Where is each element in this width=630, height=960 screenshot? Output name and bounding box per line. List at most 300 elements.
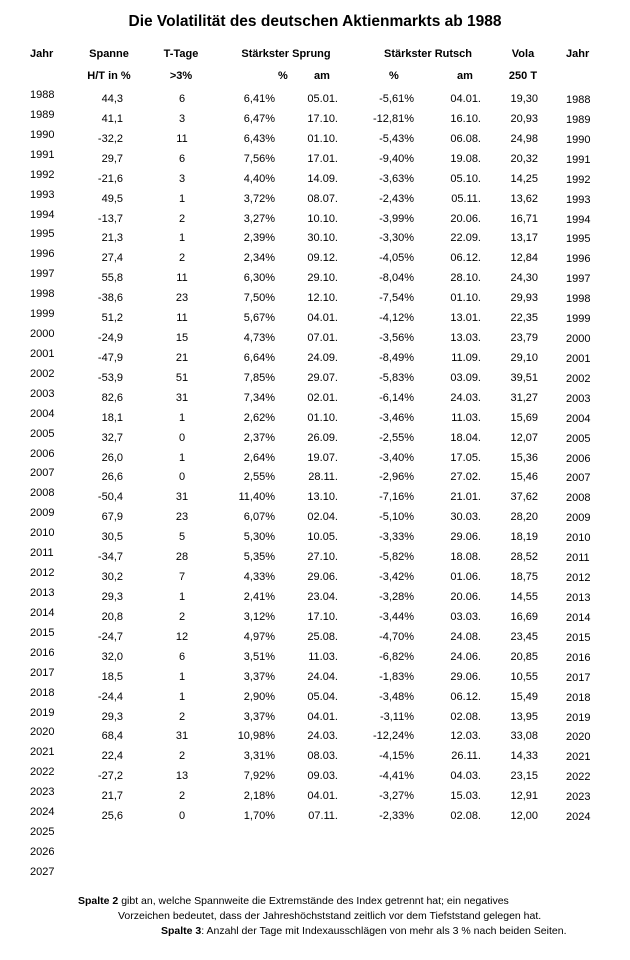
cell-rutsch-percent: -4,70% [379, 630, 414, 643]
table-row [0, 348, 630, 368]
cell-rutsch-date: 19.08. [450, 152, 481, 165]
cell-vola: 15,69 [510, 411, 538, 424]
table-row [0, 209, 630, 229]
cell-year: 1988 [30, 89, 55, 101]
cell-rutsch-percent: -12,24% [373, 730, 414, 743]
cell-vola: 15,36 [510, 451, 538, 464]
cell-spanne: 68,4 [101, 730, 123, 743]
cell-rutsch-date: 06.12. [450, 252, 481, 265]
cell-t-tage: 1 [178, 591, 186, 603]
cell-sprung-percent: 2,64% [243, 451, 275, 464]
cell-sprung-date: 29.10. [307, 272, 338, 285]
cell-rutsch-date: 29.06. [450, 531, 481, 544]
cell-vola: 12,84 [510, 252, 538, 265]
cell-year: 2025 [30, 826, 55, 839]
cell-vola: 16,71 [510, 212, 538, 225]
cell-t-tage: 23 [175, 292, 189, 305]
cell-rutsch-percent: -3,46% [379, 411, 414, 424]
cell-sprung-date: 24.04. [307, 670, 338, 683]
table-row [0, 627, 630, 647]
cell-sprung-date: 29.06. [307, 571, 338, 584]
table-row [0, 687, 630, 707]
cell-rutsch-date: 24.03. [450, 391, 481, 404]
cell-sprung-percent: 3,72% [243, 192, 275, 205]
cell-year: 2005 [30, 427, 55, 440]
cell-spanne: -34,7 [97, 551, 123, 564]
cell-sprung-date: 26.09. [307, 431, 338, 444]
cell-rutsch-percent: -7,54% [379, 292, 414, 305]
cell-year-right: 2004 [566, 412, 591, 425]
cell-sprung-date: 12.10. [307, 292, 338, 305]
header-spanne: Spanne [89, 48, 129, 60]
cell-sprung-date: 19.07. [307, 451, 338, 464]
cell-rutsch-date: 17.05. [450, 451, 481, 464]
cell-sprung-percent: 3,37% [243, 670, 275, 683]
cell-vola: 20,93 [510, 112, 538, 125]
cell-sprung-percent: 6,47% [243, 112, 275, 125]
cell-t-tage: 12 [175, 630, 189, 643]
cell-rutsch-percent: -3,28% [379, 591, 414, 603]
cell-sprung-percent: 10,98% [237, 730, 275, 743]
cell-rutsch-date: 05.10. [450, 172, 481, 185]
cell-rutsch-percent: -2,33% [379, 810, 414, 823]
header-staerkster-sprung: Stärkster Sprung [241, 48, 331, 60]
cell-year-right: 1990 [566, 133, 591, 146]
cell-year: 2020 [30, 726, 55, 739]
table-row [0, 408, 630, 428]
cell-spanne: 30,5 [101, 531, 123, 544]
table-row [0, 149, 630, 169]
cell-rutsch-percent: -3,42% [379, 571, 414, 584]
table-row [0, 487, 630, 507]
cell-sprung-date: 25.08. [307, 630, 338, 643]
cell-spanne: 30,2 [101, 571, 123, 584]
table-row [0, 467, 630, 487]
table-row [0, 189, 630, 209]
cell-year-right: 1997 [566, 273, 591, 286]
cell-vola: 20,32 [510, 152, 538, 165]
cell-t-tage: 51 [175, 371, 189, 384]
header-vola: Vola [511, 48, 535, 60]
cell-year: 1990 [30, 128, 55, 141]
cell-sprung-date: 11.03. [308, 650, 338, 663]
header-sprung-percent: % [278, 70, 288, 82]
header-t-tage-sub: >3% [169, 70, 193, 82]
cell-t-tage: 2 [178, 750, 186, 763]
cell-rutsch-date: 05.11. [451, 192, 481, 205]
table-row [0, 169, 630, 189]
cell-year-right: 2005 [566, 432, 591, 445]
cell-sprung-percent: 3,12% [243, 610, 275, 623]
cell-sprung-date: 24.09. [307, 351, 338, 364]
cell-sprung-percent: 7,34% [243, 391, 275, 404]
cell-rutsch-percent: -3,33% [379, 531, 414, 544]
cell-vola: 23,79 [510, 332, 538, 345]
cell-sprung-percent: 1,70% [243, 810, 275, 823]
cell-spanne: 82,6 [101, 391, 123, 404]
table-row [0, 647, 630, 667]
cell-spanne: -50,4 [97, 491, 123, 504]
cell-rutsch-percent: -5,10% [379, 511, 414, 524]
footnote-spalte-2: Spalte 2 [78, 895, 119, 907]
table-row [0, 527, 630, 547]
cell-year-right: 2020 [566, 731, 591, 744]
cell-spanne: 22,4 [101, 750, 123, 763]
cell-sprung-percent: 2,34% [243, 252, 275, 265]
cell-sprung-percent: 2,37% [243, 431, 275, 444]
cell-rutsch-date: 20.06. [450, 591, 481, 603]
cell-spanne: 49,5 [101, 192, 123, 205]
cell-vola: 23,15 [510, 770, 538, 783]
cell-sprung-percent: 2,41% [243, 591, 275, 603]
cell-sprung-percent: 3,31% [243, 750, 275, 763]
cell-year-right: 2011 [566, 552, 590, 565]
cell-sprung-percent: 7,92% [243, 770, 275, 783]
cell-rutsch-percent: -1,83% [379, 670, 414, 683]
cell-year: 2026 [30, 845, 55, 858]
cell-vola: 10,55 [510, 670, 538, 683]
cell-t-tage: 23 [175, 511, 189, 524]
cell-rutsch-percent: -9,40% [379, 152, 414, 165]
cell-sprung-date: 29.07. [307, 371, 338, 384]
cell-rutsch-percent: -5,83% [379, 371, 414, 384]
cell-year: 1997 [30, 268, 55, 281]
cell-vola: 24,98 [510, 132, 538, 145]
cell-spanne: 26,0 [101, 451, 123, 464]
table-row [0, 746, 630, 766]
cell-sprung-date: 05.01. [307, 93, 338, 105]
cell-spanne: 44,3 [101, 93, 123, 105]
cell-vola: 24,30 [510, 272, 538, 285]
cell-sprung-date: 07.11. [308, 810, 338, 823]
cell-rutsch-percent: -12,81% [373, 112, 414, 125]
cell-spanne: -32,2 [97, 132, 123, 145]
cell-year-right: 2016 [566, 651, 591, 664]
cell-vola: 15,46 [510, 471, 538, 484]
cell-sprung-date: 01.10. [307, 132, 338, 145]
cell-spanne: -38,6 [97, 292, 123, 305]
cell-rutsch-date: 29.06. [450, 670, 481, 683]
cell-year-right: 1992 [566, 173, 591, 186]
cell-year-right: 2024 [566, 811, 591, 824]
cell-year-right: 1993 [566, 193, 591, 206]
cell-rutsch-date: 28.10. [450, 272, 481, 285]
cell-sprung-percent: 3,27% [243, 212, 275, 225]
table-row [0, 109, 630, 129]
cell-vola: 12,07 [510, 431, 538, 444]
cell-t-tage: 2 [178, 252, 186, 265]
cell-year-right: 1988 [566, 94, 591, 106]
cell-spanne: 29,3 [101, 710, 123, 723]
cell-rutsch-date: 18.08. [450, 551, 481, 564]
table-row [0, 726, 630, 746]
cell-rutsch-date: 12.03. [450, 730, 481, 743]
cell-rutsch-date: 21.01. [450, 491, 481, 504]
cell-rutsch-percent: -4,15% [379, 750, 414, 763]
cell-t-tage: 6 [178, 93, 186, 105]
cell-rutsch-percent: -7,16% [379, 491, 414, 504]
cell-rutsch-percent: -2,96% [379, 471, 414, 484]
cell-year: 2004 [30, 407, 55, 420]
cell-rutsch-percent: -5,43% [379, 132, 414, 145]
cell-t-tage: 1 [178, 451, 186, 464]
cell-year: 2011 [30, 547, 54, 560]
cell-rutsch-percent: -4,41% [379, 770, 414, 783]
cell-spanne: 51,2 [101, 312, 123, 325]
cell-sprung-date: 13.10. [307, 491, 338, 504]
cell-t-tage: 11 [176, 132, 188, 145]
cell-year: 2002 [30, 367, 55, 380]
cell-rutsch-percent: -3,40% [379, 451, 414, 464]
cell-sprung-date: 17.01. [307, 152, 338, 165]
cell-year-right: 2007 [566, 472, 591, 485]
cell-year: 2023 [30, 786, 55, 799]
cell-sprung-date: 08.03. [307, 750, 338, 763]
cell-sprung-percent: 2,90% [243, 690, 275, 703]
cell-sprung-date: 30.10. [307, 232, 338, 245]
table-row [0, 368, 630, 388]
cell-year-right: 2000 [566, 333, 591, 346]
cell-rutsch-date: 03.09. [450, 371, 481, 384]
cell-year-right: 1998 [566, 293, 591, 306]
cell-t-tage: 3 [178, 112, 186, 125]
cell-year-right: 2003 [566, 392, 591, 405]
cell-year: 2003 [30, 387, 55, 400]
cell-year: 2019 [30, 706, 55, 719]
table-row [0, 766, 630, 786]
cell-rutsch-percent: -3,30% [379, 232, 414, 245]
cell-rutsch-date: 27.02. [450, 471, 481, 484]
cell-t-tage: 6 [178, 650, 186, 663]
cell-sprung-percent: 4,97% [243, 630, 275, 643]
cell-sprung-date: 09.12. [307, 252, 338, 265]
header-jahr: Jahr [30, 48, 54, 60]
cell-sprung-percent: 6,30% [243, 272, 275, 285]
cell-rutsch-date: 22.09. [450, 232, 481, 245]
cell-spanne: 29,3 [101, 591, 123, 603]
cell-spanne: 18,5 [101, 670, 123, 683]
cell-vola: 19,30 [510, 93, 538, 105]
cell-year: 2000 [30, 328, 55, 341]
cell-t-tage: 7 [178, 571, 186, 584]
cell-year-right: 2019 [566, 711, 591, 724]
cell-year-right: 2008 [566, 492, 591, 505]
cell-rutsch-date: 20.06. [450, 212, 481, 225]
cell-t-tage: 1 [178, 192, 186, 205]
cell-rutsch-date: 04.03. [450, 770, 481, 783]
cell-sprung-percent: 7,85% [243, 371, 275, 384]
cell-sprung-percent: 6,64% [243, 351, 275, 364]
cell-t-tage: 31 [175, 730, 189, 743]
cell-sprung-percent: 5,30% [243, 531, 275, 544]
cell-year: 2008 [30, 487, 55, 500]
cell-rutsch-percent: -5,82% [379, 551, 414, 564]
cell-year-right: 1995 [566, 233, 591, 246]
cell-spanne: -24,4 [97, 690, 123, 703]
cell-t-tage: 2 [178, 610, 186, 623]
cell-vola: 31,27 [510, 391, 538, 404]
table-row [0, 328, 630, 348]
cell-t-tage: 1 [178, 670, 186, 683]
table-row [0, 567, 630, 587]
cell-year-right: 2015 [566, 631, 591, 644]
cell-sprung-percent: 4,40% [243, 172, 275, 185]
cell-sprung-date: 08.07. [307, 192, 338, 205]
cell-spanne: 27,4 [101, 252, 123, 265]
cell-year: 2017 [30, 666, 55, 679]
header-vola-sub: 250 T [508, 70, 538, 82]
cell-year-right: 2010 [566, 532, 591, 545]
cell-spanne: 26,6 [101, 471, 123, 484]
table-row [0, 288, 630, 308]
cell-rutsch-percent: -6,14% [379, 391, 414, 404]
cell-rutsch-percent: -3,27% [379, 790, 414, 803]
table-row [0, 129, 630, 149]
cell-sprung-date: 01.10. [307, 411, 338, 424]
cell-t-tage: 0 [178, 471, 186, 484]
cell-sprung-percent: 3,51% [243, 650, 275, 663]
cell-year: 1989 [30, 108, 55, 121]
cell-rutsch-percent: -4,12% [379, 312, 414, 325]
cell-sprung-date: 07.01. [307, 332, 338, 345]
cell-rutsch-percent: -4,05% [379, 252, 414, 265]
cell-rutsch-percent: -8,49% [379, 351, 414, 364]
cell-spanne: 20,8 [101, 610, 123, 623]
cell-sprung-date: 09.03. [307, 770, 338, 783]
cell-rutsch-percent: -8,04% [379, 272, 414, 285]
footnote-line-1 [78, 895, 509, 907]
cell-year: 2014 [30, 606, 55, 619]
cell-spanne: 32,7 [101, 431, 123, 444]
footnote-line-3 [161, 925, 566, 937]
cell-year: 2022 [30, 766, 55, 779]
cell-spanne: -27,2 [97, 770, 123, 783]
cell-t-tage: 28 [175, 551, 189, 564]
cell-sprung-date: 04.01. [307, 790, 338, 803]
footnote-line-1-text: gibt an, welche Spannweite die Extremstände des Index getrennt hat; ein negatives [118, 895, 509, 907]
table-row [0, 866, 630, 886]
cell-vola: 28,52 [510, 551, 538, 564]
cell-vola: 18,75 [510, 571, 538, 584]
cell-year: 2027 [30, 865, 55, 878]
cell-sprung-date: 24.03. [307, 730, 338, 743]
cell-vola: 14,25 [510, 172, 538, 185]
cell-sprung-date: 02.04. [307, 511, 338, 524]
cell-sprung-percent: 6,41% [243, 93, 275, 105]
cell-spanne: 55,8 [101, 272, 123, 285]
table-row [0, 228, 630, 248]
cell-spanne: -47,9 [97, 351, 123, 364]
cell-t-tage: 15 [175, 332, 189, 345]
cell-year: 2015 [30, 626, 55, 639]
cell-sprung-percent: 5,35% [243, 551, 275, 564]
cell-vola: 28,20 [510, 511, 538, 524]
cell-rutsch-date: 06.08. [450, 132, 481, 145]
cell-sprung-percent: 11,40% [238, 491, 275, 504]
table-row [0, 607, 630, 627]
cell-rutsch-percent: -2,55% [379, 431, 414, 444]
cell-sprung-percent: 5,67% [243, 312, 275, 325]
cell-rutsch-date: 02.08. [450, 710, 481, 723]
cell-t-tage: 31 [175, 391, 189, 404]
cell-rutsch-date: 02.08. [450, 810, 481, 823]
cell-rutsch-percent: -3,48% [379, 690, 414, 703]
cell-vola: 15,49 [510, 690, 538, 703]
table-row [0, 547, 630, 567]
cell-vola: 16,69 [510, 610, 538, 623]
cell-vola: 23,45 [510, 630, 538, 643]
cell-vola: 13,17 [510, 232, 538, 245]
cell-year: 2010 [30, 527, 55, 540]
header-spanne-sub: H/T in % [87, 70, 131, 82]
table-row [0, 89, 630, 109]
table-row [0, 248, 630, 268]
cell-rutsch-date: 26.11. [451, 750, 481, 763]
cell-t-tage: 6 [178, 152, 186, 165]
cell-t-tage: 1 [178, 232, 186, 245]
cell-spanne: 32,0 [101, 650, 123, 663]
cell-sprung-date: 17.10. [307, 112, 338, 125]
header-staerkster-rutsch: Stärkster Rutsch [383, 48, 473, 60]
cell-year: 2001 [30, 347, 55, 360]
cell-sprung-percent: 7,56% [243, 152, 275, 165]
cell-t-tage: 11 [176, 312, 188, 325]
cell-t-tage: 0 [178, 431, 186, 444]
cell-year: 1992 [30, 168, 55, 181]
table-row [0, 826, 630, 846]
cell-vola: 39,51 [510, 371, 538, 384]
table-row [0, 388, 630, 408]
cell-sprung-percent: 2,39% [243, 232, 275, 245]
cell-sprung-date: 04.01. [307, 710, 338, 723]
cell-rutsch-percent: -6,82% [379, 650, 414, 663]
cell-rutsch-date: 13.01. [450, 312, 481, 325]
header-rutsch-percent: % [389, 70, 399, 82]
header-jahr-right: Jahr [566, 48, 590, 60]
cell-year-right: 1991 [566, 153, 591, 166]
cell-t-tage: 21 [175, 351, 189, 364]
table-row [0, 507, 630, 527]
cell-sprung-percent: 3,37% [243, 710, 275, 723]
cell-sprung-percent: 2,55% [243, 471, 275, 484]
cell-year: 2018 [30, 686, 55, 699]
cell-sprung-percent: 7,50% [243, 292, 275, 305]
cell-year-right: 1996 [566, 253, 591, 266]
table-row [0, 448, 630, 468]
cell-t-tage: 13 [175, 770, 189, 783]
cell-spanne: 41,1 [101, 112, 123, 125]
cell-rutsch-date: 30.03. [450, 511, 481, 524]
cell-year-right: 2006 [566, 452, 591, 465]
cell-spanne: -21,6 [97, 172, 123, 185]
table-row [0, 786, 630, 806]
cell-year: 2012 [30, 567, 55, 580]
cell-t-tage: 2 [178, 212, 186, 225]
cell-rutsch-percent: -3,56% [379, 332, 414, 345]
cell-t-tage: 1 [178, 690, 186, 703]
cell-rutsch-percent: -3,99% [379, 212, 414, 225]
header-sprung-am: am [314, 70, 330, 82]
cell-vola: 12,00 [510, 810, 538, 823]
cell-rutsch-date: 06.12. [450, 690, 481, 703]
cell-sprung-percent: 2,18% [243, 790, 275, 803]
cell-sprung-date: 28.11. [308, 471, 338, 484]
cell-year-right: 2009 [566, 512, 591, 525]
cell-rutsch-percent: -3,44% [379, 610, 414, 623]
footnote-line-2: Vorzeichen bedeutet, dass der Jahreshöchststand zeitlich vor dem Tiefststand gelegen hat. [118, 910, 542, 922]
cell-spanne: -24,9 [97, 332, 123, 345]
cell-vola: 33,08 [510, 730, 538, 743]
